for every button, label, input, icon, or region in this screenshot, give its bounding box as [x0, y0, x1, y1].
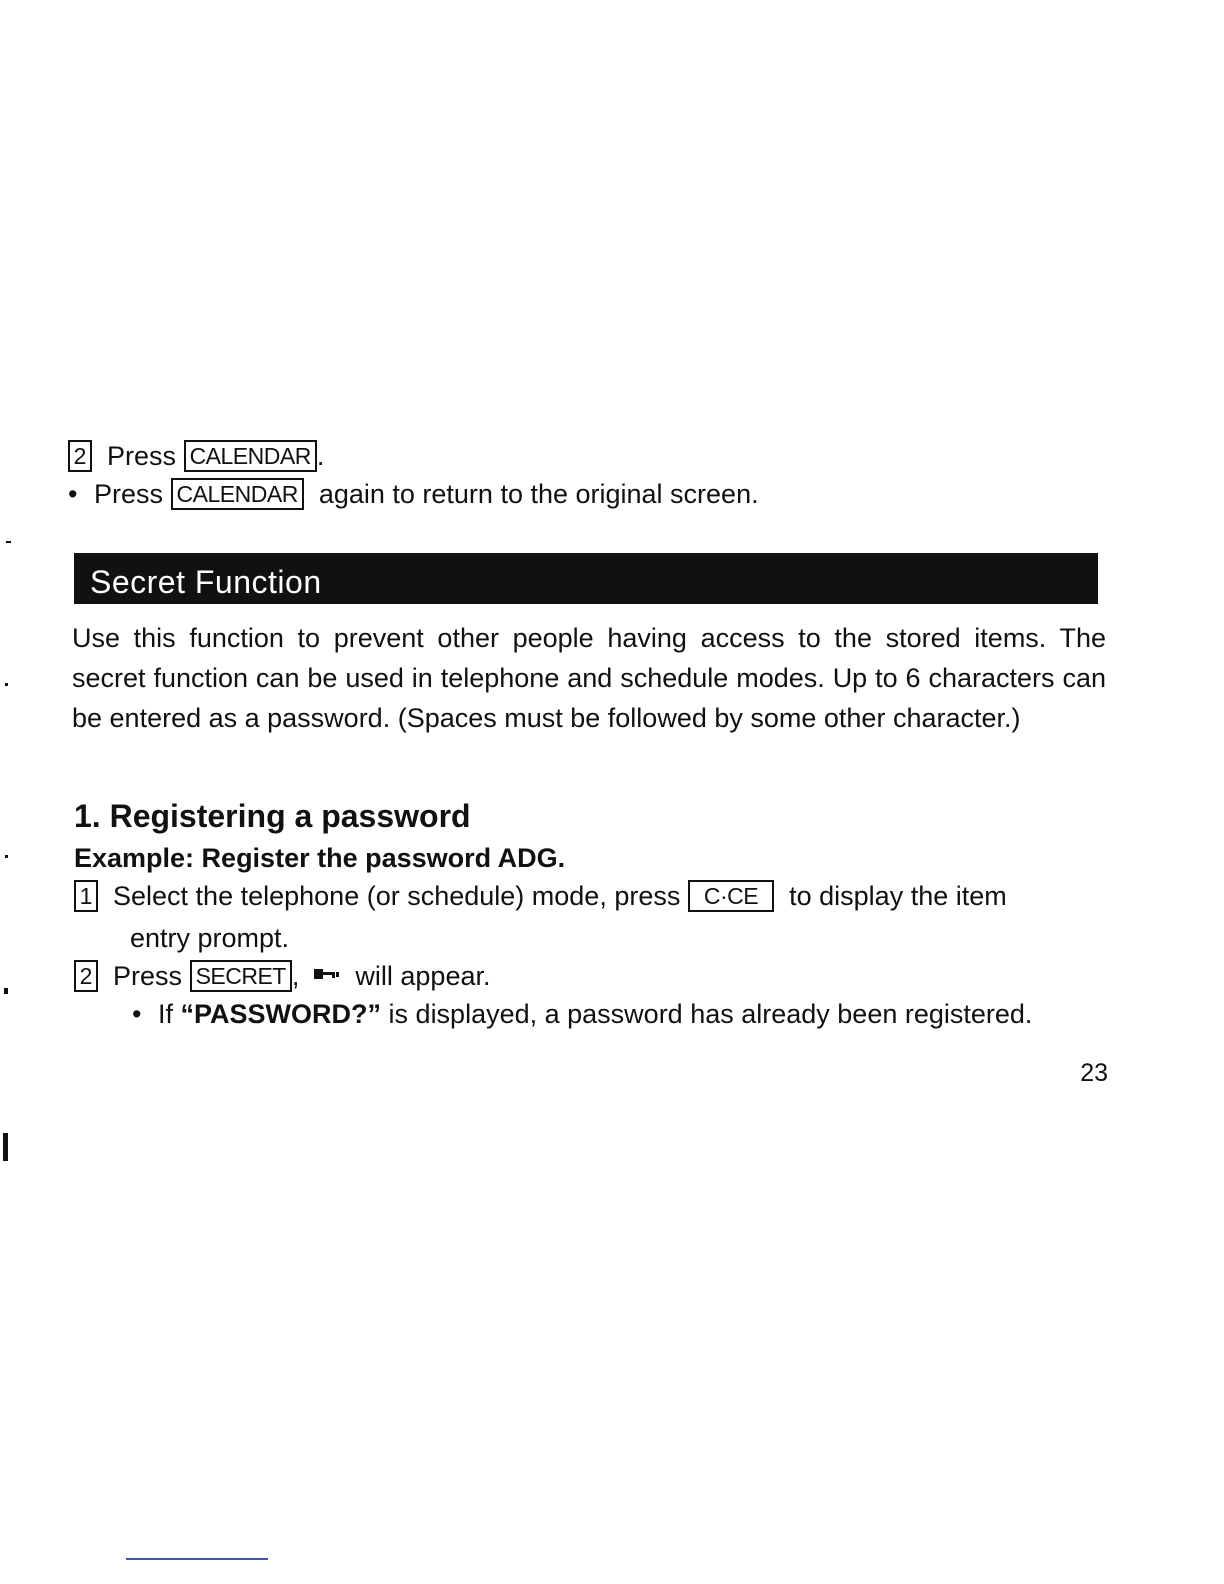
bullet-icon: •: [68, 479, 78, 509]
step-text: Press: [113, 961, 183, 991]
bullet-icon: •: [132, 999, 142, 1029]
calendar-bullet: [68, 478, 759, 510]
password-prompt: “PASSWORD?”: [180, 999, 382, 1029]
step-number: 2: [68, 440, 92, 472]
scan-mark: [4, 988, 8, 994]
calendar-key: CALENDAR: [171, 478, 304, 510]
calendar-step-2: [68, 440, 324, 472]
step-number: 1: [74, 880, 98, 912]
secret-key: SECRET: [190, 960, 292, 992]
step-number: 2: [74, 960, 98, 992]
calendar-key: CALENDAR: [184, 440, 317, 472]
subsection-heading: 1. Registering a password: [74, 798, 471, 834]
register-step-1: [74, 880, 1007, 912]
page-number: 23: [1080, 1059, 1108, 1087]
step-text: Select the telephone (or schedule) mode, press: [113, 881, 681, 911]
note-prefix: If: [158, 999, 174, 1029]
register-step-1-continued: entry prompt.: [130, 923, 290, 953]
register-step-2: [74, 960, 491, 992]
bullet-text: Press: [94, 479, 164, 509]
scan-mark: [3, 1133, 8, 1161]
example-line: Example: Register the password ADG.: [74, 843, 566, 873]
scan-mark: [5, 683, 8, 686]
cce-key: C·CE: [688, 880, 774, 912]
step-text: Press: [107, 441, 177, 471]
scan-mark: [5, 855, 8, 858]
section-title: Secret Function: [90, 564, 322, 600]
step-text-suffix: will appear.: [355, 961, 491, 991]
comma: ,: [291, 961, 300, 991]
step-text-suffix: to display the item: [789, 881, 1007, 911]
key-icon: [314, 968, 340, 980]
section-intro: Use this function to prevent other people having access to the stored items. The secret function can be used in telephone and schedule modes. Up to 6 characters can be entered as a password. (Spaces must be followed by some other character.): [72, 623, 1106, 733]
note-suffix: is displayed, a password has already been registered.: [388, 999, 1033, 1029]
password-note: [132, 998, 1032, 1030]
bottom-rule: [126, 1558, 268, 1560]
scan-mark: [6, 541, 11, 543]
step-text-suffix: .: [316, 441, 325, 471]
bullet-text-suffix: again to return to the original screen.: [318, 479, 759, 509]
